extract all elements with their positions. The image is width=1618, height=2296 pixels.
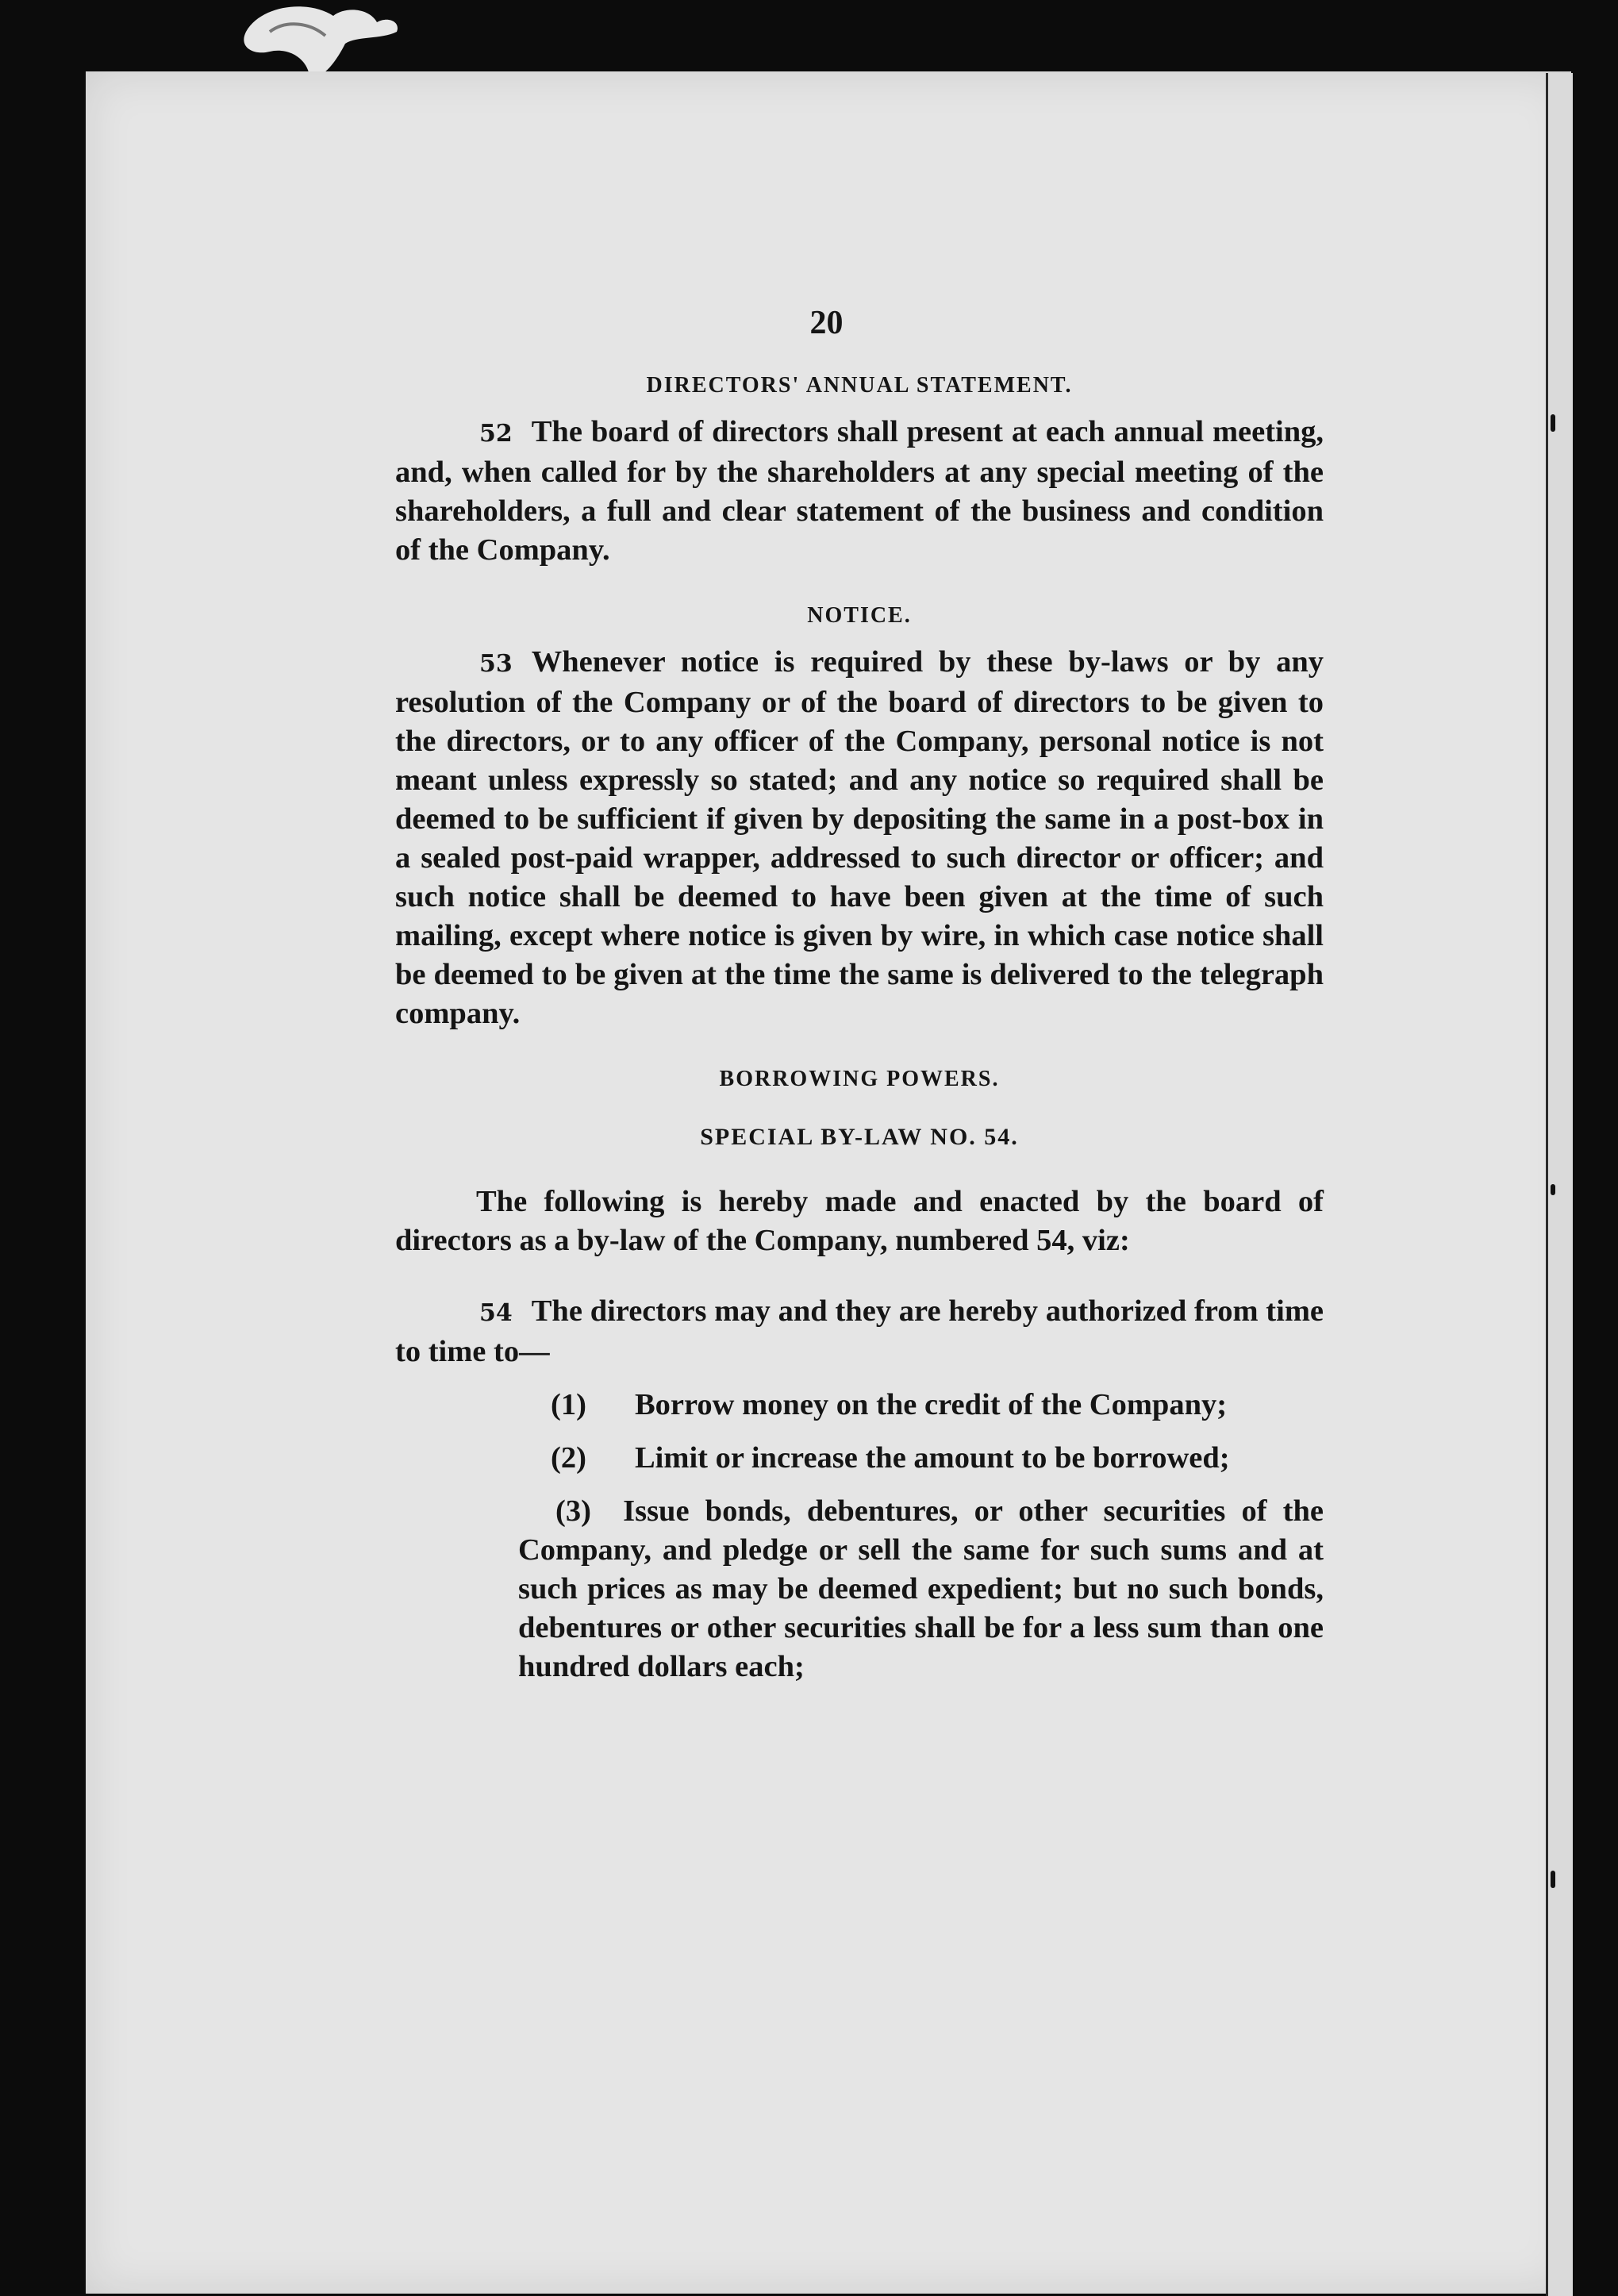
heading-notice: NOTICE. (807, 603, 912, 628)
bylaw-intro: The following is hereby made and enacted by the board of directors as a by-law of the Company, numbered 54, viz: (395, 1185, 1324, 1257)
list-item (551, 1439, 1324, 1478)
edge-mark (1551, 414, 1555, 432)
heading-directors-statement: DIRECTORS' ANNUAL STATEMENT. (646, 373, 1073, 398)
edge-mark (1551, 1871, 1555, 1888)
page-content (395, 373, 1324, 1686)
ink-blot-mark (238, 0, 421, 75)
list-item (551, 1386, 1324, 1425)
item-text: Issue bonds, debentures, or other securities of the Company, and pledge or sell the same for such sums and at such prices as may be deemed expedient; but no such bonds, debentures or other securities shall be for a less sum than one hundred dollars each; (518, 1494, 1324, 1683)
page-number: 20 (809, 305, 844, 341)
section-text: Whenever notice is required by these by-laws or by any resolution of the Company or of the board of directors to be given to the directors, or to any officer of the Company, personal notice is not meant unless expressly so stated; and any notice so required shall be deemed to be sufficient if given by depositing the same in a post-box in a sealed post-paid wrapper, addressed to such director or officer; and such notice shall be deemed to have been given at the time of such mailing, except where notice is given by wire, in which case notice shall be deemed to be given at the time the same is delivered to the telegraph company. (395, 645, 1324, 1030)
item-text: Limit or increase the amount to be borrowed; (635, 1441, 1230, 1475)
item-label: (2) (551, 1441, 586, 1475)
page-right-edge (1546, 73, 1573, 2296)
section-text: The directors may and they are hereby authorized from time to time to— (395, 1294, 1324, 1368)
section-text: The board of directors shall present at each annual meeting, and, when called for by the shareholders at any special meeting of the shareholders, a full and clear statement of the business and condition of the Company. (395, 415, 1324, 567)
section-54 (395, 1292, 1324, 1371)
section-number: 53 (479, 650, 513, 678)
section-52 (395, 413, 1324, 570)
list-item (518, 1492, 1324, 1686)
section-number: 54 (479, 1299, 513, 1327)
heading-special-bylaw: SPECIAL BY-LAW NO. 54. (700, 1124, 1019, 1150)
item-text: Borrow money on the credit of the Company; (635, 1388, 1228, 1421)
section-53 (395, 643, 1324, 1033)
edge-mark (1551, 1184, 1555, 1195)
section-number: 52 (479, 420, 513, 448)
heading-borrowing-powers: BORROWING POWERS. (719, 1067, 1000, 1091)
item-label: (3) (555, 1494, 591, 1528)
item-label: (1) (551, 1388, 586, 1421)
